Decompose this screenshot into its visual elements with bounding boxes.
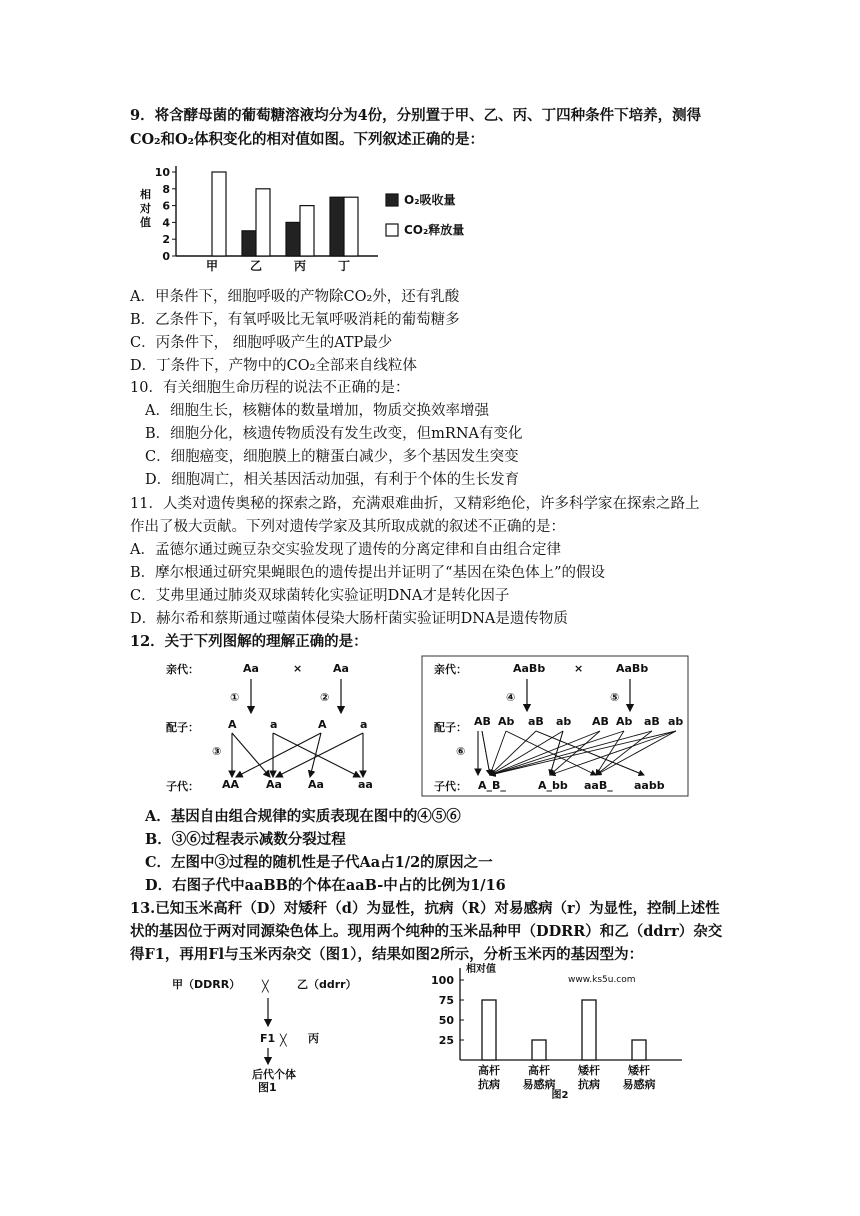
gamete-arrow: [596, 731, 624, 775]
left-gamete-label: 配子：: [166, 721, 199, 734]
x-category-label: 易感病: [622, 1078, 656, 1091]
right-offspring: aaB_: [584, 779, 613, 792]
y-tick-label: 100: [431, 974, 454, 987]
y-axis-label-char: 相: [140, 188, 151, 201]
x-category-label: 抗病: [478, 1078, 500, 1091]
q9-option-c: C．丙条件下， 细胞呼吸产生的ATP最少: [130, 335, 393, 351]
y-tick-label: 25: [438, 1034, 454, 1047]
left-gamete: a: [270, 718, 278, 731]
left-offspring: aa: [358, 778, 373, 791]
bar-co2: [344, 197, 358, 256]
right-cross-diagram: [422, 656, 688, 796]
q11-option-d: D．赫尔希和蔡斯通过噬菌体侵染大肠杆菌实验证明DNA是遗传物质: [130, 611, 568, 627]
q13-figure-1: [160, 968, 380, 1093]
right-offspring: A_B_: [478, 779, 506, 792]
x-category-label: 高杆: [528, 1064, 550, 1077]
gamete-arrow: [482, 731, 490, 775]
q9-stem-line1: 9．将含酵母菌的葡萄糖溶液均分为4份，分别置于甲、乙、丙、丁四种条件下培养，测得: [130, 107, 702, 124]
q12-genetics-diagram: [160, 655, 690, 797]
gamete-arrow: [596, 731, 676, 775]
step-3-label: ③: [212, 745, 222, 758]
bar: [482, 1000, 496, 1060]
q11-option-c: C．艾弗里通过肺炎双球菌转化实验证明DNA才是转化因子: [130, 588, 510, 604]
y-tick-label: 10: [154, 166, 170, 179]
figure-caption: 图2: [551, 1090, 569, 1100]
right-offspring-label: 子代：: [434, 780, 467, 793]
x-category-label: 甲: [205, 259, 219, 273]
y-tick-label: 6: [162, 199, 170, 213]
legend-swatch: [386, 224, 398, 236]
step-2-label: ②: [320, 691, 330, 704]
y-axis-label-char: 值: [140, 216, 151, 229]
legend-swatch: [386, 194, 398, 206]
q9-stem-line2: CO₂和O₂体积变化的相对值如图。下列叙述正确的是：: [130, 131, 485, 148]
right-gamete: aB: [644, 715, 660, 728]
fig1-yi: 乙（ddrr）: [297, 978, 357, 991]
fig1-jia: 甲（DDRR）: [172, 978, 241, 991]
x-category-label: 高杆: [478, 1064, 500, 1077]
y-tick-label: 0: [162, 250, 170, 263]
q10-option-b: B．细胞分化，核遗传物质没有发生改变，但mRNA有变化: [145, 426, 523, 442]
q12-stem: 12．关于下列图解的理解正确的是：: [130, 633, 368, 650]
q9-option-a: A．甲条件下，细胞呼吸的产物除CO₂外，还有乳酸: [130, 289, 460, 305]
q13-stem-line2: 状的基因位于两对同源染色体上。现用两个纯种的玉米品种甲（DDRR）和乙（ddrr）杂交: [130, 923, 723, 940]
left-offspring: AA: [222, 778, 240, 791]
right-gamete-label: 配子：: [434, 721, 467, 734]
y-tick-label: 50: [438, 1014, 454, 1027]
x-category-label: 矮杆: [578, 1064, 600, 1077]
bar-o2: [286, 222, 300, 256]
q11-option-b: B．摩尔根通过研究果蝇眼色的遗传提出并证明了“基因在染色体上”的假设: [130, 565, 605, 581]
q9-option-d: D．丁条件下，产物中的CO₂全部来自线粒体: [130, 358, 417, 374]
step-5-label: ⑤: [610, 691, 620, 704]
q11-stem-line1: 11．人类对遗传奥秘的探索之路，充满艰难曲折，又精彩绝伦，许多科学家在探索之路上: [130, 496, 700, 512]
x-category-label: 乙: [249, 259, 263, 273]
q11-option-a: A．孟德尔通过豌豆杂交实验发现了遗传的分离定律和自由组合定律: [130, 542, 561, 558]
q13-stem-line1: 13.已知玉米高秆（D）对矮秆（d）为显性，抗病（R）对易感病（r）为显性，控制上述性: [130, 900, 720, 917]
y-tick-label: 2: [162, 233, 170, 247]
fig1-cross-1: ╳: [262, 980, 269, 993]
right-parent-2: AaBb: [616, 662, 649, 675]
left-cross-sign: ×: [293, 662, 303, 675]
left-offspring: Aa: [266, 778, 282, 791]
y-tick-label: 4: [162, 216, 170, 230]
q12-option-b: B．③⑥过程表示减数分裂过程: [145, 831, 346, 848]
q11-stem-line2: 作出了极大贡献。下列对遗传学家及其所取成就的叙述不正确的是：: [130, 519, 565, 535]
bar-co2: [212, 172, 226, 256]
left-gamete: a: [360, 718, 368, 731]
left-parent-1: Aa: [243, 662, 259, 675]
fig1-cross-2: ╳: [280, 1034, 287, 1047]
y-tick-label: 75: [438, 994, 454, 1007]
x-category-label: 丙: [293, 259, 307, 273]
right-cross-sign: ×: [574, 662, 584, 675]
q13-chart-figure-2: [410, 960, 700, 1100]
bar-co2: [256, 189, 270, 256]
q12-option-d: D．右图子代中aaBB的个体在aaB-中占的比例为1/16: [145, 877, 506, 894]
left-gamete: A: [228, 718, 237, 731]
right-parent-label: 亲代：: [434, 663, 467, 676]
fig1-bing: 丙: [308, 1032, 319, 1045]
bar: [582, 1000, 596, 1060]
bar: [532, 1040, 546, 1060]
x-category-label: 丁: [337, 259, 351, 273]
q9-option-b: B．乙条件下，有氧呼吸比无氧呼吸消耗的葡萄糖多: [130, 312, 460, 328]
right-offspring: aabb: [634, 779, 665, 792]
bar-co2: [300, 206, 314, 256]
right-gamete: aB: [528, 715, 544, 728]
q10-option-a: A．细胞生长，核糖体的数量增加，物质交换效率增强: [145, 403, 489, 419]
q10-stem: 10．有关细胞生命历程的说法不正确的是：: [130, 380, 410, 396]
right-gamete: ab: [556, 715, 572, 728]
left-parent-2: Aa: [333, 662, 349, 675]
right-gamete: Ab: [616, 715, 633, 728]
gamete-arrow: [490, 731, 506, 775]
q13-stem-line3: 得F1，再用Fl与玉米丙杂交（图1），结果如图2所示，分析玉米丙的基因型为：: [130, 946, 644, 963]
left-parent-label: 亲代：: [166, 663, 199, 676]
gamete-arrow: [550, 731, 676, 775]
q9-chart: [128, 160, 528, 275]
right-gamete: AB: [474, 715, 491, 728]
watermark-text: www.ks5u.com: [568, 975, 636, 985]
x-category-label: 抗病: [578, 1078, 600, 1091]
left-cross-diagram: [166, 662, 373, 793]
q10-option-c: C．细胞癌变，细胞膜上的糖蛋白减少，多个基因发生突变: [145, 449, 519, 465]
left-offspring: Aa: [308, 778, 324, 791]
left-gamete: A: [318, 718, 327, 731]
q12-option-a: A．基因自由组合规律的实质表现在图中的④⑤⑥: [145, 808, 461, 825]
fig1-offspring: 后代个体: [252, 1068, 296, 1081]
right-gamete: ab: [668, 715, 684, 728]
right-offspring: A_bb: [538, 779, 568, 792]
fig1-caption: 图1: [258, 1081, 277, 1093]
step-1-label: ①: [230, 691, 240, 704]
legend-label: O₂吸收量: [404, 193, 456, 207]
q10-option-d: D．细胞凋亡，相关基因活动加强，有利于个体的生长发育: [145, 472, 520, 488]
right-gamete: AB: [592, 715, 609, 728]
left-offspring-label: 子代：: [166, 780, 199, 793]
step-6-label: ⑥: [456, 745, 466, 758]
bar: [632, 1040, 646, 1060]
step-4-label: ④: [506, 691, 516, 704]
right-parent-1: AaBb: [513, 662, 546, 675]
y-tick-label: 8: [162, 182, 170, 196]
x-category-label: 矮杆: [628, 1064, 650, 1077]
y-axis-label-char: 对: [140, 202, 151, 215]
fig1-f1: F1: [260, 1032, 276, 1045]
bar-o2: [330, 197, 344, 256]
y-axis-label: 相对值: [466, 964, 496, 975]
bar-o2: [242, 231, 256, 256]
q12-option-c: C．左图中③过程的随机性是子代Aa占1/2的原因之一: [145, 854, 493, 871]
x-category-label: 易感病: [522, 1078, 556, 1091]
legend-label: CO₂释放量: [404, 223, 465, 237]
right-gamete: Ab: [498, 715, 515, 728]
